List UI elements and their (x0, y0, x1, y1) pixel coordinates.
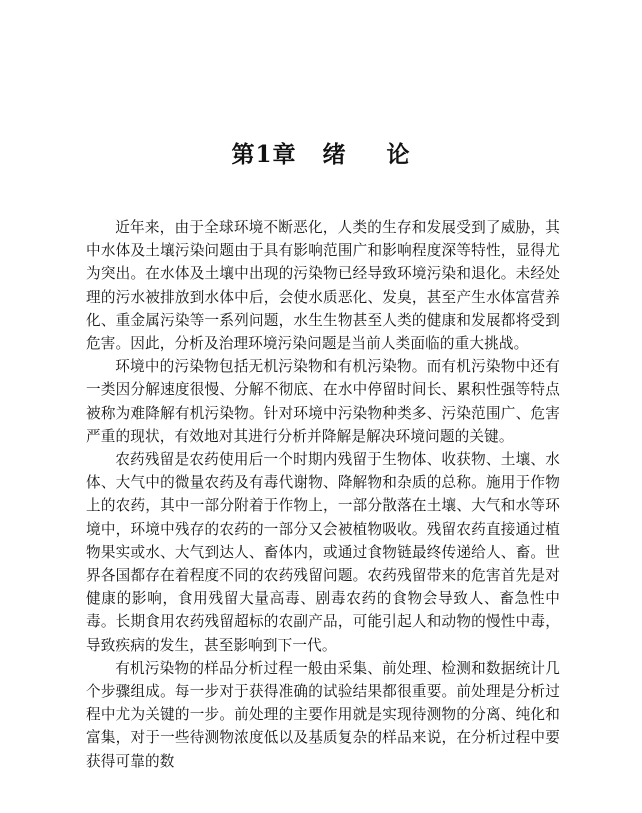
paragraph-1: 近年来，由于全球环境不断恶化，人类的生存和发展受到了威胁，其中水体及土壤污染问题由于具有影响范围广和影响程度深等特性，显得尤为突出。在水体及土壤中出现的污染物已经导致环境污染和退化。未经处理的污水被排放到水体中后，会使水质恶化、发臭，甚至产生水体富营养化、重金属污染等一系列问题，水生生物甚至人类的健康和发展都将受到危害。因此，分析及治理环境污染问题是当前人类面临的重大挑战。 (86, 219, 560, 353)
chapter-suffix: 章 (272, 141, 297, 168)
chapter-prefix: 第 (231, 141, 256, 168)
paragraph-3: 农药残留是农药使用后一个时期内残留于生物体、收获物、土壤、水体、大气中的微量农药及有毒代谢物、降解物和杂质的总称。施用于作物上的农药，其中一部分附着于作物上，一部分散落在土壤、大气和水等环境中，环境中残存的农药的一部分又会被植物吸收。残留农药直接通过植物果实或水、大气到达人、畜体内，或通过食物链最终传递给人、畜。世界各国都存在着程度不同的农药残留问题。农药残留带来的危害首先是对健康的影响，食用残留大量高毒、剧毒农药的食物会导致人、畜急性中毒。长期食用农药残留超标的农副产品，可能引起人和动物的慢性中毒，导致疾病的发生，甚至影响到下一代。 (86, 451, 560, 654)
chapter-title-char-2: 论 (386, 141, 411, 168)
paragraph-2: 环境中的污染物包括无机污染物和有机污染物。而有机污染物中还有一类因分解速度很慢、分解不彻底、在水中停留时间长、累积性强等特点被称为难降解有机污染物。针对环境中污染物种类多、污染范围广、危害严重的现状，有效地对其进行分析并降解是解决环境问题的关键。 (86, 358, 560, 445)
paragraph-4: 有机污染物的样品分析过程一般由采集、前处理、检测和数据统计几个步骤组成。每一步对于获得准确的试验结果都很重要。前处理是分析过程中尤为关键的一步。前处理的主要作用就是实现待测物的分离、纯化和富集，对于一些待测物浓度低以及基质复杂的样品来说，在分析过程中要获得可靠的数 (86, 659, 560, 770)
chapter-title-char-1: 绪 (322, 141, 347, 168)
chapter-title (0, 140, 642, 170)
body-text (86, 216, 560, 773)
chapter-number: 1 (255, 141, 273, 168)
